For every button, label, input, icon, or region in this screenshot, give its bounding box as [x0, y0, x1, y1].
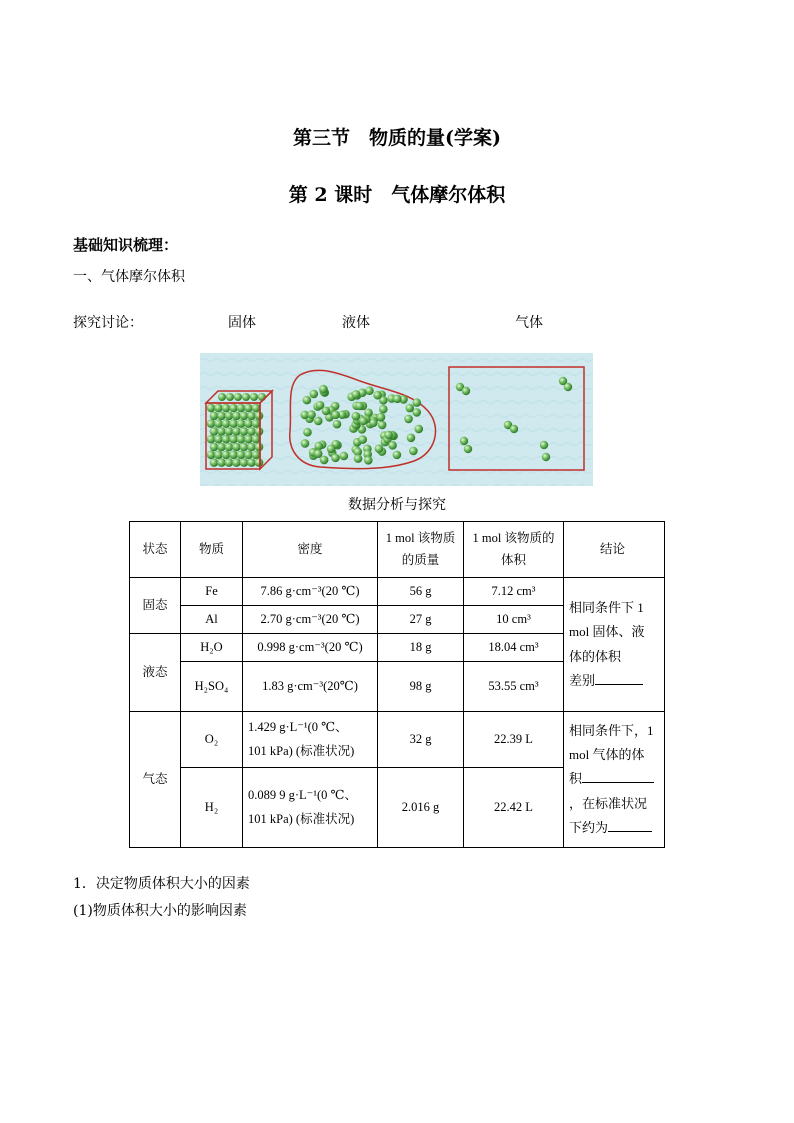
particle [210, 458, 219, 467]
particle [379, 405, 388, 414]
volume-cell: 22.42 L [464, 768, 564, 848]
particle [244, 404, 253, 413]
particle [377, 413, 386, 422]
density-line: 101 kPa) (标准状况) [248, 743, 355, 758]
particle [314, 417, 323, 426]
particle [226, 393, 234, 401]
header-state: 状态 [130, 522, 181, 578]
particle [309, 390, 318, 399]
particle [222, 419, 231, 428]
particle [255, 412, 264, 421]
particle [252, 451, 261, 460]
conclusion-line: 下约为 [569, 819, 609, 835]
figure-caption: 数据分析与探究 [348, 497, 446, 513]
particle [255, 427, 264, 436]
particle [303, 428, 312, 437]
particle [331, 411, 340, 420]
conclusion-line: 体的体积 [569, 648, 622, 664]
particle [222, 404, 231, 413]
particle [540, 441, 548, 449]
particle [232, 443, 241, 452]
particle [240, 412, 249, 421]
particle [258, 393, 266, 401]
particle [210, 427, 219, 436]
particle [207, 435, 216, 444]
particle [359, 417, 368, 426]
page-title: 第三节 物质的量(学案) [293, 127, 501, 149]
state-cell-solid: 固态 [130, 578, 181, 634]
factor-subheading: (1)物质体积大小的影响因素 [73, 903, 247, 919]
particle [214, 419, 223, 428]
particle [240, 443, 249, 452]
particle [218, 393, 226, 401]
particle [252, 435, 261, 444]
particle [237, 419, 246, 428]
particle [322, 407, 331, 416]
density-cell: 7.86 g·cm⁻³(20 ℃) [243, 578, 378, 606]
mass-cell: 2.016 g [378, 768, 464, 848]
particle [252, 404, 261, 413]
volume-cell: 18.04 cm³ [464, 634, 564, 662]
particle [301, 439, 310, 448]
density-cell: 2.70 g·cm⁻³(20 ℃) [243, 606, 378, 634]
substance-cell: Fe [181, 578, 243, 606]
particle [217, 443, 226, 452]
particle [255, 443, 264, 452]
substance-cell: H₂ [181, 768, 243, 848]
particle [542, 453, 550, 461]
particle [237, 451, 246, 460]
particle [232, 458, 241, 467]
density-cell: 1.83 g·cm⁻³(20℃) [243, 662, 378, 712]
particle [217, 458, 226, 467]
state-label-gas: 气体 [515, 315, 543, 331]
substance-cell: H₂SO₄ [181, 662, 243, 712]
particle [207, 404, 216, 413]
substance-cell: H₂O [181, 634, 243, 662]
particle [320, 456, 329, 465]
particle [225, 443, 234, 452]
particle [222, 451, 231, 460]
state-label-solid: 固体 [228, 315, 256, 331]
mass-cell: 32 g [378, 712, 464, 768]
substance-cell: O₂ [181, 712, 243, 768]
particle [373, 391, 382, 400]
particle [352, 390, 361, 399]
particle [252, 419, 261, 428]
mass-cell: 56 g [378, 578, 464, 606]
particle [378, 421, 387, 430]
header-volume: 1 mol 该物质的体积 [464, 522, 564, 578]
particle [307, 410, 316, 419]
particle [564, 383, 572, 391]
factor-heading: 1．决定物质体积大小的因素 [73, 876, 250, 892]
particle [207, 419, 216, 428]
particle [384, 431, 393, 440]
particle [352, 412, 361, 421]
particle [405, 404, 414, 413]
particle [364, 456, 373, 465]
particle [388, 441, 397, 450]
particle [207, 451, 216, 460]
density-line: 0.089 9 g·L⁻¹(0 ℃、 [248, 788, 358, 803]
table-row [130, 712, 665, 768]
conclusion-line: ，在标准状况 [569, 795, 648, 811]
answer-blank[interactable] [595, 684, 643, 685]
particle [240, 458, 249, 467]
state-cell-gas: 气态 [130, 712, 181, 848]
particle [225, 427, 234, 436]
particle [375, 444, 384, 453]
conclusion-line: 相同条件下，1 [569, 723, 654, 739]
density-line: 1.429 g·L⁻¹(0 ℃、 [248, 720, 348, 735]
particle [340, 452, 349, 461]
mass-cell: 27 g [378, 606, 464, 634]
state-label-liquid: 液体 [342, 315, 370, 331]
particle [217, 427, 226, 436]
answer-blank[interactable] [582, 782, 654, 783]
table-header-row [130, 522, 665, 578]
particle [407, 434, 416, 443]
particle [250, 393, 258, 401]
conclusion-solid-liquid [564, 578, 665, 712]
particle [214, 451, 223, 460]
particle [354, 454, 363, 463]
explore-label: 探究讨论： [73, 315, 143, 331]
particle [358, 435, 367, 444]
particle [242, 393, 250, 401]
particle [210, 443, 219, 452]
conclusion-gas [564, 712, 665, 848]
substance-cell: Al [181, 606, 243, 634]
particle [460, 437, 468, 445]
particle [510, 425, 518, 433]
particle [229, 419, 238, 428]
volume-cell: 22.39 L [464, 712, 564, 768]
conclusion-line: mol 固体、液 [569, 624, 645, 640]
particle [355, 402, 364, 411]
table-row [130, 578, 665, 606]
particle [331, 454, 340, 463]
header-substance: 物质 [181, 522, 243, 578]
volume-cell: 7.12 cm³ [464, 578, 564, 606]
particle [464, 445, 472, 453]
particle [414, 425, 423, 434]
volume-cell: 10 cm³ [464, 606, 564, 634]
particle [244, 435, 253, 444]
mass-cell: 98 g [378, 662, 464, 712]
particle [393, 395, 402, 404]
particle [247, 458, 256, 467]
particle [314, 449, 323, 458]
subsection-heading: 一、气体摩尔体积 [73, 269, 185, 285]
particle [214, 435, 223, 444]
density-line: 101 kPa) (标准状况) [248, 811, 355, 826]
data-table [129, 521, 665, 848]
particle [247, 412, 256, 421]
conclusion-line: 相同条件下 1 [569, 600, 644, 616]
particle [225, 458, 234, 467]
particle [393, 451, 402, 460]
conclusion-line: 差别 [569, 672, 596, 688]
conclusion-line: 积 [569, 771, 583, 787]
particle [244, 451, 253, 460]
particle [303, 396, 312, 405]
particle [232, 412, 241, 421]
particle [327, 444, 336, 453]
particle [319, 385, 328, 394]
particle [247, 427, 256, 436]
particle [412, 398, 421, 407]
header-mass: 1 mol 该物质的质量 [378, 522, 464, 578]
particle [229, 435, 238, 444]
particle [247, 443, 256, 452]
particle [229, 451, 238, 460]
conclusion-line: mol 气体的体 [569, 747, 645, 763]
particle [409, 447, 418, 456]
particle [333, 420, 342, 429]
particle [255, 458, 264, 467]
lesson-subtitle: 第 2 课时 气体摩尔体积 [288, 184, 506, 206]
particle [234, 393, 242, 401]
particle [229, 404, 238, 413]
density-cell [243, 712, 378, 768]
particle [237, 404, 246, 413]
density-cell: 0.998 g·cm⁻³(20 ℃) [243, 634, 378, 662]
particle [214, 404, 223, 413]
particle [240, 427, 249, 436]
particle [244, 419, 253, 428]
particle [225, 412, 234, 421]
answer-blank[interactable] [608, 831, 652, 832]
mass-cell: 18 g [378, 634, 464, 662]
state-cell-liquid: 液态 [130, 634, 181, 712]
section-heading: 基础知识梳理： [73, 236, 179, 254]
particle [222, 435, 231, 444]
particle [210, 412, 219, 421]
particle [462, 387, 470, 395]
particle [232, 427, 241, 436]
particle [217, 412, 226, 421]
header-density: 密度 [243, 522, 378, 578]
header-conclusion: 结论 [564, 522, 665, 578]
density-cell [243, 768, 378, 848]
volume-cell: 53.55 cm³ [464, 662, 564, 712]
states-of-matter-illustration [200, 353, 593, 486]
particle [237, 435, 246, 444]
particle [404, 415, 413, 424]
